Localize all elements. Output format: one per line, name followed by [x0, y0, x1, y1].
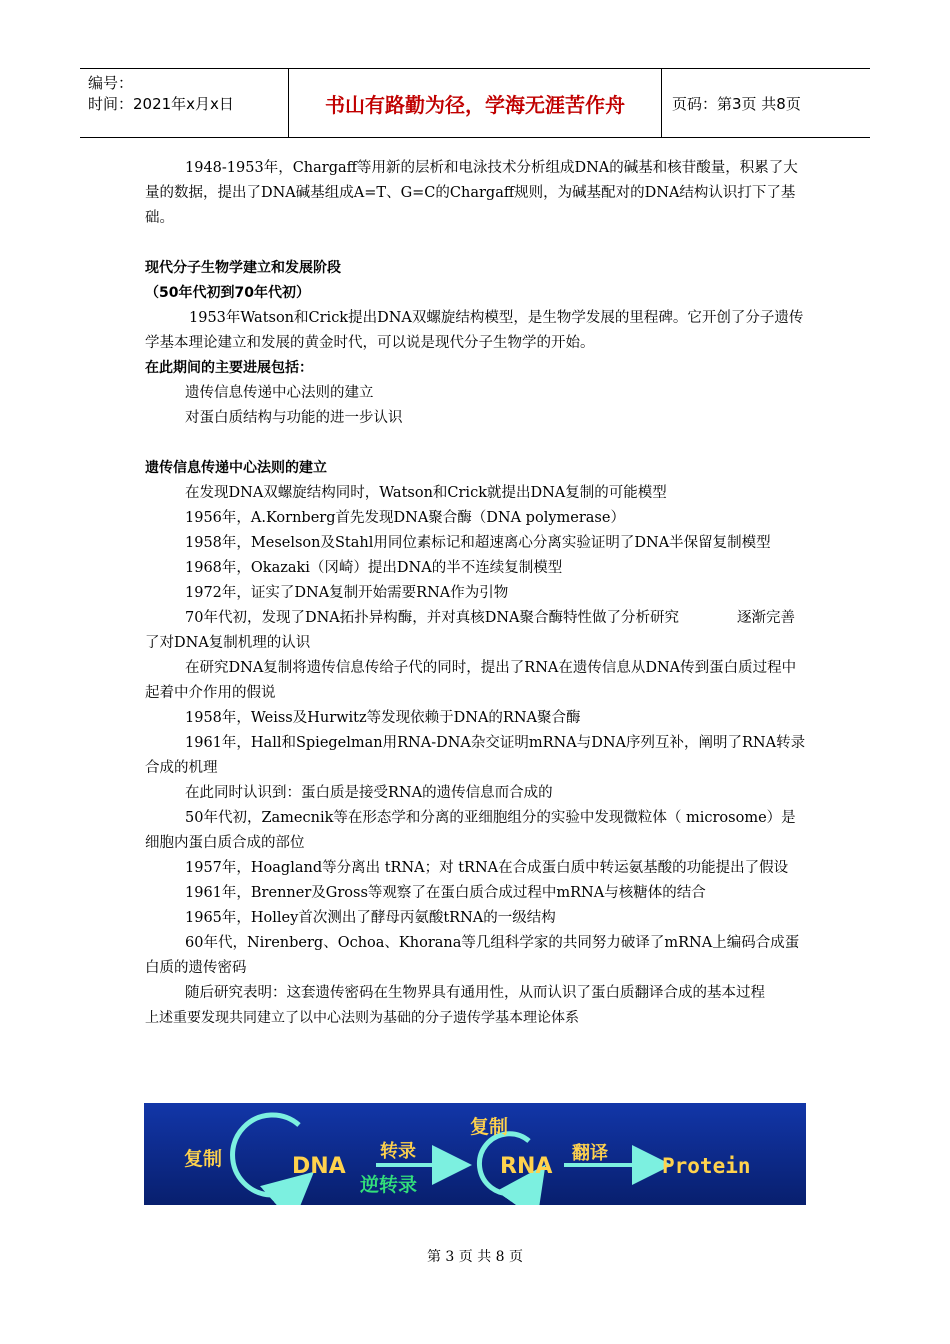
list-item: 遗传信息传递中心法则的建立: [185, 385, 374, 401]
event-paragraph: 50年代初，Zamecnik等在形态学和分离的亚细胞组分的实验中发现微粒体（ microsome）是细胞内蛋白质合成的部位: [145, 810, 796, 851]
replicate-top-label: 复制: [470, 1116, 509, 1138]
event-paragraph: 在发现DNA双螺旋结构同时，Watson和Crick就提出DNA复制的可能模型: [185, 485, 667, 501]
event-paragraph: 1961年，Hall和Spiegelman用RNA-DNA杂交证明mRNA与DNA序列互补，阐明了RNA转录合成的机理: [145, 735, 806, 776]
event-paragraph: 60年代，Nirenberg、Ochoa、Khorana等几组科学家的共同努力破译了mRNA上编码合成蛋白质的遗传密码: [145, 935, 800, 976]
event-paragraph: 1972年，证实了DNA复制开始需要RNA作为引物: [185, 585, 509, 601]
section-subheading: （50年代初到70年代初）: [145, 285, 310, 301]
event-paragraph: 在研究DNA复制将遗传信息传给子代的同时，提出了RNA在遗传信息从DNA传到蛋白质过程中起着中介作用的假说: [145, 660, 797, 701]
number-label: 编号：: [88, 74, 134, 92]
paragraph-chargaff: 1948-1953年，Chargaff等用新的层析和电泳技术分析组成DNA的碱基和核苷酸量，积累了大量的数据，提出了DNA碱基组成A=T、G=C的Chargaff规则，为碱基配对的DNA结构认识打下了基础。: [145, 160, 798, 226]
list-item: 对蛋白质结构与功能的进一步认识: [185, 410, 403, 426]
time-label: 时间：2021年x月x日: [88, 95, 234, 113]
progress-heading: 在此期间的主要进展包括：: [145, 360, 313, 376]
protein-label: Protein: [662, 1154, 751, 1178]
replicate-left-label: 复制: [184, 1148, 223, 1170]
header-table: [80, 68, 870, 138]
event-paragraph: 1958年，Weiss及Hurwitz等发现依赖于DNA的RNA聚合酶: [185, 710, 581, 726]
event-paragraph: 1968年，Okazaki（冈崎）提出DNA的半不连续复制模型: [185, 560, 563, 576]
event-paragraph: 1965年，Holley首次测出了酵母丙氨酸tRNA的一级结构: [185, 910, 556, 926]
event-paragraph: 1957年，Hoagland等分离出 tRNA；对 tRNA在合成蛋白质中转运氨基酸的功能提出了假设: [185, 860, 789, 876]
dna-label: DNA: [292, 1154, 346, 1179]
translate-label: 翻译: [572, 1143, 608, 1164]
section-heading: 现代分子生物学建立和发展阶段: [145, 260, 341, 276]
event-paragraph: 70年代初，发现了DNA拓扑异构酶，并对真核DNA聚合酶特性做了分析研究 逐渐完善了对DNA复制机理的认识: [145, 610, 796, 651]
page-info: 页码：第3页 共8页: [672, 94, 801, 113]
event-paragraph: 1956年，A.Kornberg首先发现DNA聚合酶（DNA polymerase）: [185, 510, 625, 526]
event-paragraph: 随后研究表明：这套遗传密码在生物界具有通用性，从而认识了蛋白质翻译合成的基本过程: [185, 985, 765, 1001]
event-paragraph: 1958年，Meselson及Stahl用同位素标记和超速离心分离实验证明了DNA半保留复制模型: [185, 535, 771, 551]
motto: 书山有路勤为径，学海无涯苦作舟: [289, 69, 662, 137]
event-paragraph: 在此同时认识到：蛋白质是接受RNA的遗传信息而合成的: [185, 785, 553, 801]
reverse-transcribe-label: 逆转录: [360, 1174, 418, 1196]
header-left-cell: [80, 69, 289, 137]
document-body: [145, 156, 807, 1031]
transcribe-label: 转录: [380, 1141, 416, 1162]
rna-label: RNA: [500, 1154, 553, 1179]
paragraph-watson-crick: 1953年Watson和Crick提出DNA双螺旋结构模型，是生物学发展的里程碑。它开创了分子遗传学基本理论建立和发展的黄金时代，可以说是现代分子生物学的开始。: [145, 310, 804, 351]
event-paragraph: 1961年，Brenner及Gross等观察了在蛋白质合成过程中mRNA与核糖体的结合: [185, 885, 706, 901]
page-footer: 第 3 页 共 8 页: [426, 1249, 524, 1265]
summary-line: 上述重要发现共同建立了以中心法则为基础的分子遗传学基本理论体系: [145, 1010, 579, 1026]
central-dogma-heading: 遗传信息传递中心法则的建立: [145, 460, 327, 476]
central-dogma-diagram: [144, 1103, 806, 1205]
